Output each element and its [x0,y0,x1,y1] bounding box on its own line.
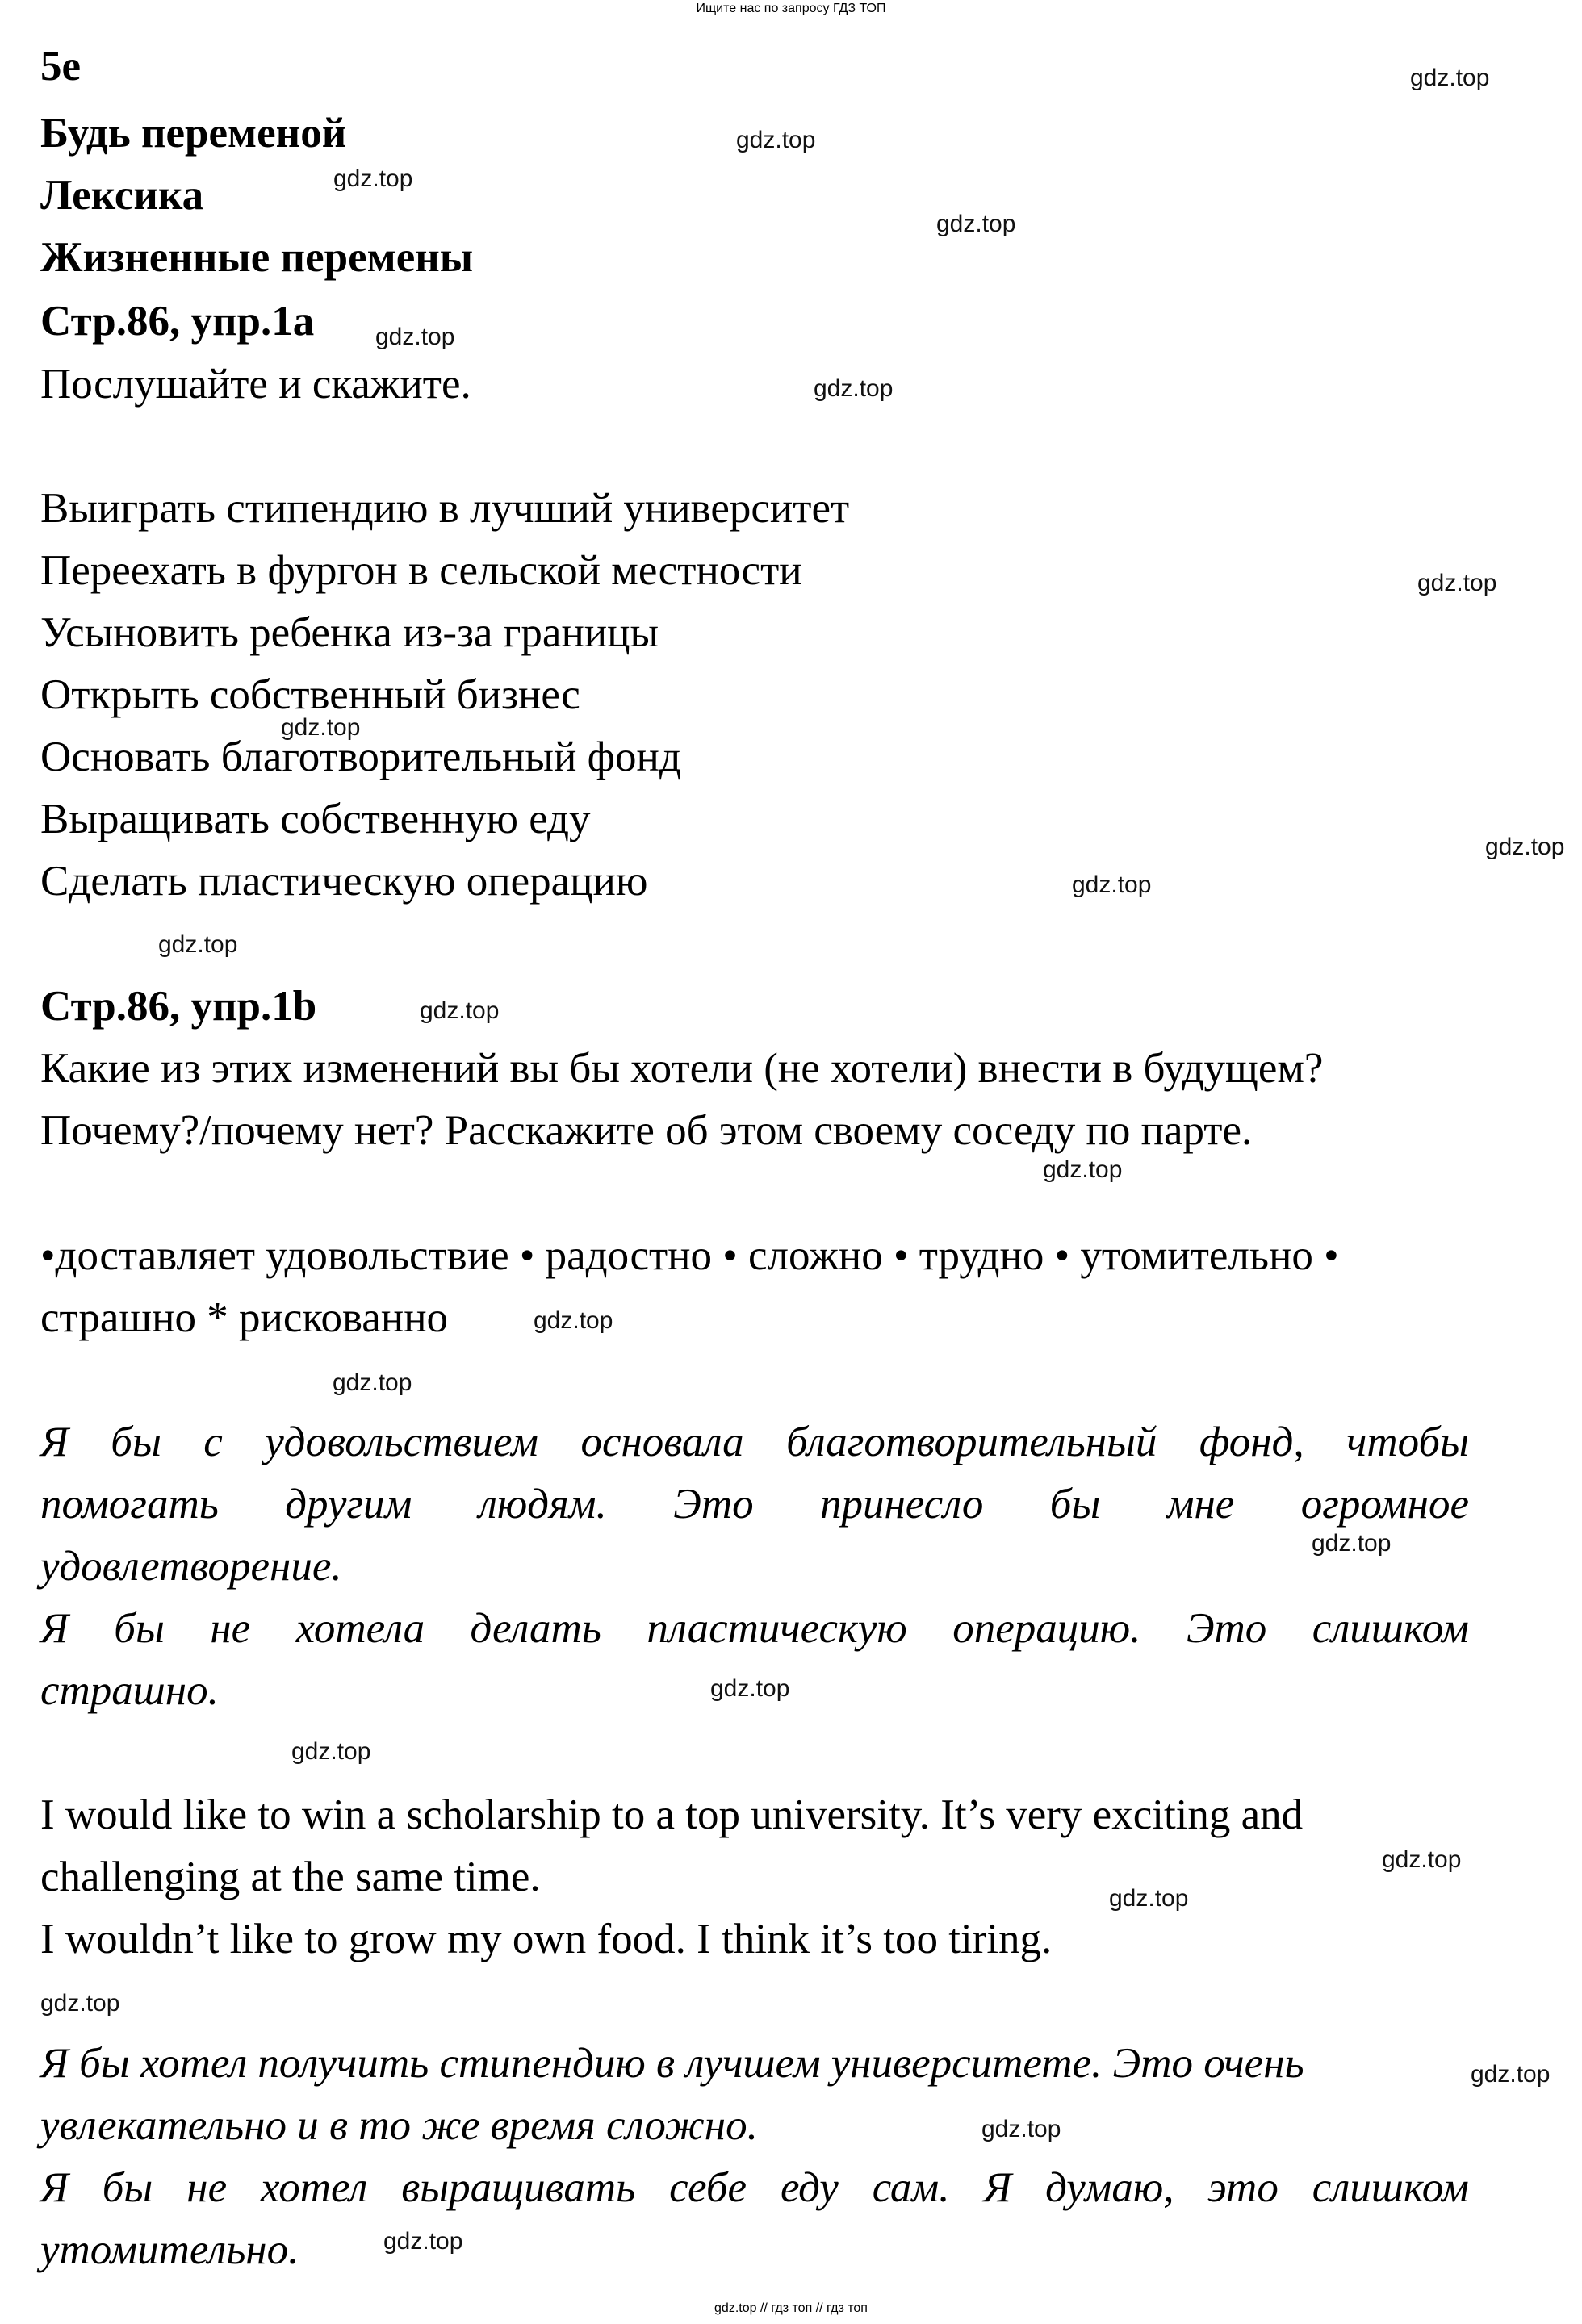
watermark: gdz.top [710,1675,790,1702]
watermark: gdz.top [936,211,1016,237]
list-item: Усыновить ребенка из-за границы [40,609,659,656]
list-item: Выиграть стипендию в лучший университет [40,485,850,532]
watermark: gdz.top [1382,1846,1462,1873]
watermark: gdz.top [1312,1530,1392,1557]
translation-2-line-1: Я бы не хотел выращивать себе еду сам. Я думаю, это слишком [40,2164,1469,2211]
topic-title: Жизненные перемены [40,234,474,281]
translation-1-line-1: Я бы хотел получить стипендию в лучшем университете. Это очень [40,2040,1304,2087]
answer-ru-1-line-1: Я бы с удовольствием основала благотворительный фонд, чтобы [40,1419,1469,1465]
answer-ru-1-line-3: удовлетворение. [40,1543,342,1590]
watermark: gdz.top [981,2116,1061,2142]
answer-en-2: I wouldn’t like to grow my own food. I think it’s too tiring. [40,1916,1053,1962]
ex1b-instruction-line-1: Какие из этих изменений вы бы хотели (не хотели) внести в будущем? [40,1045,1324,1092]
unit-number: 5e [40,43,82,90]
list-item: Открыть собственный бизнес [40,671,580,718]
answer-en-1-line-1: I would like to win a scholarship to a top university. It’s very exciting and [40,1791,1304,1838]
watermark: gdz.top [40,1990,120,2017]
list-item: Выращивать собственную еду [40,796,591,842]
watermark: gdz.top [1109,1885,1189,1912]
watermark: gdz.top [158,931,238,958]
top-banner[interactable]: Ищите нас по запросу ГДЗ ТОП [696,2,886,15]
watermark: gdz.top [1485,834,1565,860]
ex1a-instruction: Послушайте и скажите. [40,361,471,408]
list-item: Переехать в фургон в сельской местности [40,547,802,594]
watermark: gdz.top [291,1738,371,1765]
translation-1-line-2: увлекательно и в то же время сложно. [40,2102,758,2149]
list-item: Сделать пластическую операцию [40,858,648,905]
watermark: gdz.top [333,165,413,192]
adjectives-line-2: страшно * рискованно [40,1294,449,1341]
section-title: Лексика [40,172,204,219]
watermark: gdz.top [420,997,500,1024]
watermark: gdz.top [281,714,361,741]
adjectives-line-1: •доставляет удовольствие • радостно • сложно • трудно • утомительно • [40,1232,1339,1279]
watermark: gdz.top [736,127,816,153]
answer-ru-1-line-2: помогать другим людям. Это принесло бы мне огромное [40,1481,1469,1528]
watermark: gdz.top [534,1307,613,1334]
ex1b-heading: Стр.86, упр.1b [40,983,317,1030]
watermark: gdz.top [1417,570,1497,596]
bottom-banner[interactable]: gdz.top // гдз топ // гдз топ [714,2301,868,2315]
ex1b-instruction-line-2: Почему?/почему нет? Расскажите об этом своему соседу по парте. [40,1107,1253,1154]
answer-en-1-line-2: challenging at the same time. [40,1854,541,1900]
translation-2-line-2: утомительно. [40,2226,299,2273]
watermark: gdz.top [333,1369,412,1396]
watermark: gdz.top [375,324,455,350]
watermark: gdz.top [1043,1156,1123,1183]
watermark: gdz.top [383,2228,463,2255]
answer-ru-2-line-1: Я бы не хотела делать пластическую операцию. Это слишком [40,1605,1469,1652]
watermark: gdz.top [1410,65,1490,91]
list-item: Основать благотворительный фонд [40,734,681,780]
ex1a-heading: Стр.86, упр.1a [40,298,315,345]
page-title: Будь переменой [40,110,347,157]
watermark: gdz.top [1471,2061,1551,2088]
answer-ru-2-line-2: страшно. [40,1667,219,1714]
watermark: gdz.top [814,375,894,402]
watermark: gdz.top [1072,872,1152,898]
